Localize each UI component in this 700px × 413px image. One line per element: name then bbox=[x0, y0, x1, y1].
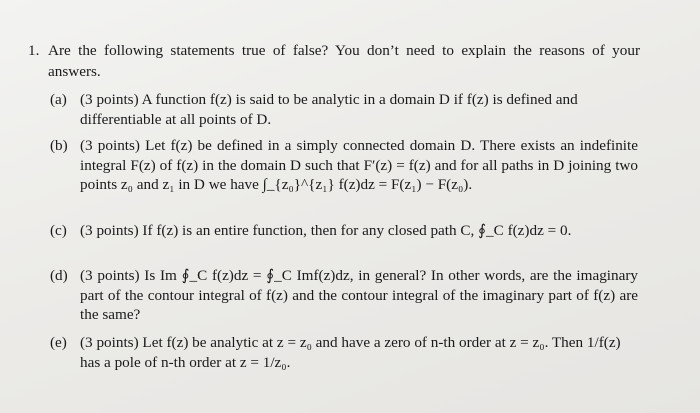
question-text: Are the following statements true of false? You don’t need to explain the reasons of your answers. bbox=[48, 42, 640, 80]
part-label: (b) bbox=[50, 137, 68, 154]
part-label: (a) bbox=[50, 91, 67, 108]
part-text: (3 points) A function f(z) is said to be analytic in a domain D if f(z) is defined and differentiable at all points of D. bbox=[80, 91, 578, 128]
part-c bbox=[50, 221, 638, 241]
part-b bbox=[50, 136, 638, 195]
part-e bbox=[50, 333, 638, 372]
question-number: 1. bbox=[28, 42, 40, 59]
question-1 bbox=[28, 40, 640, 82]
part-label: (d) bbox=[50, 267, 68, 284]
part-a bbox=[50, 90, 638, 129]
part-text: (3 points) If f(z) is an entire function, then for any closed path C, ∮_C f(z)dz = 0. bbox=[80, 222, 572, 239]
part-label: (c) bbox=[50, 222, 67, 239]
part-text: (3 points) Is Im ∮_C f(z)dz = ∮_C Imf(z)dz, in general? In other words, are the imaginary part of the contour integral of f(z) and the contour integral of the imaginary part of f(z) are the same? bbox=[80, 267, 638, 323]
part-text: (3 points) Let f(z) be defined in a simply connected domain D. There exists an indefinite integral F(z) of f(z) in the domain D such that F′(z) = f(z) and for all paths in D joining two points z₀ and z₁ in D we have ∫_{z₀}^{z₁} f(z)dz = F(z₁) − F(z₀). bbox=[80, 137, 638, 193]
part-d bbox=[50, 266, 638, 325]
part-text: (3 points) Let f(z) be analytic at z = z₀ and have a zero of n-th order at z = z₀. Then 1/f(z) has a pole of n-th order at z = 1/z₀. bbox=[80, 334, 621, 371]
part-label: (e) bbox=[50, 334, 67, 351]
